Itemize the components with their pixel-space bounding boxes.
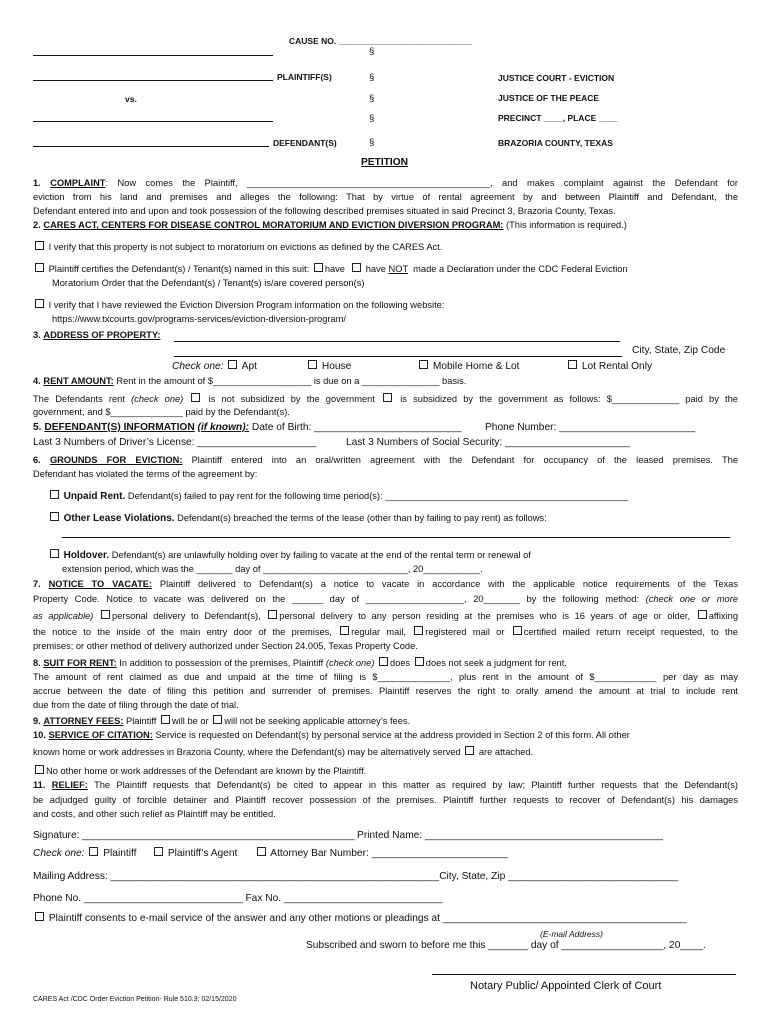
mobile-home-option: Mobile Home & Lot: [417, 360, 519, 372]
section-7-heading: NOTICE TO VACATE:: [48, 579, 153, 589]
cares-opt3-checkbox[interactable]: [35, 299, 44, 308]
cares-option-2-cont: Moratorium Order that the Defendant(s) / Tenant(s) is/are covered person(s): [52, 278, 365, 288]
cause-number: CAUSE NO. ____________________________: [289, 36, 471, 46]
unpaid-rent-option: Unpaid Rent. Defendant(s) failed to pay rent for the following time period(s): _______________________________________________: [48, 490, 628, 502]
plaintiff-role-checkbox[interactable]: [89, 847, 98, 856]
section-7-line-5: premises; or other method of delivery authorized under Section 24.005, Texas Property Code.: [33, 641, 418, 651]
plaintiff-name-line-2[interactable]: [33, 80, 273, 81]
holdover-option: Holdover. Defendant(s) are unlawfully holding over by failing to vacate at the end of the rental term or renewal of: [48, 549, 531, 561]
have-checkbox[interactable]: [314, 263, 323, 272]
section-7-line-3: as applicable) personal delivery to Defendant(s), personal delivery to any person residing at the premises who is 16 years of age or older, affixing: [33, 611, 738, 621]
section-4-header: 4. RENT AMOUNT: Rent in the amount of $___________________ is due on a _______________ basis.: [33, 376, 467, 386]
section-symbol: §: [369, 72, 375, 83]
cares-opt1-checkbox[interactable]: [35, 241, 44, 250]
signer-role-row: Check one: Plaintiff: [33, 848, 137, 859]
mailing-address-field[interactable]: Mailing Address: __________________________________________________________City, State, Zip ______________________________: [33, 871, 679, 882]
section-8-line-3: accrue between the date of filing this petition and surrender of premises. Plaintiff reserves the right to orally amend the amount at trial to include rent: [33, 686, 738, 696]
certified-mail-checkbox[interactable]: [513, 626, 522, 635]
section-symbol: §: [369, 137, 375, 148]
attorney-role-option: Attorney Bar Number: ________________________: [255, 847, 508, 859]
section-8-header: 8. SUIT FOR RENT: In addition to possession of the premises, Plaintiff (check one) does does not seek a judgment for rent.: [33, 658, 567, 668]
section-5-heading: DEFENDANT(S) INFORMATION: [44, 422, 195, 433]
cares-option-3: I verify that I have reviewed the Eviction Diversion Program information on the following website:: [33, 299, 444, 310]
email-consent-checkbox[interactable]: [35, 912, 44, 921]
no-other-addresses-checkbox[interactable]: [35, 765, 44, 774]
court-name: JUSTICE COURT - EVICTION: [498, 73, 615, 83]
affixing-checkbox[interactable]: [698, 610, 707, 619]
defendant-name-line-1[interactable]: [33, 121, 273, 122]
section-1-line-1: 1. COMPLAINT: Now comes the Plaintiff, _______________________________________________, and makes complaint against the Defendant for: [33, 178, 738, 188]
section-6-line-1: 6. GROUNDS FOR EVICTION: Plaintiff entered into an oral/written agreement with the Defendant for occupancy of the leased premises. The: [33, 455, 739, 465]
section-8-line-4: due from the date of filing through the date of trial.: [33, 700, 239, 710]
will-seek-fees-checkbox[interactable]: [161, 715, 170, 724]
section-10-heading: SERVICE OF CITATION:: [48, 730, 153, 740]
house-checkbox[interactable]: [308, 360, 317, 369]
agent-role-checkbox[interactable]: [154, 847, 163, 856]
cares-opt2-checkbox[interactable]: [35, 263, 44, 272]
precinct-place: PRECINCT ____, PLACE ____: [498, 113, 618, 123]
section-8-heading: SUIT FOR RENT:: [43, 658, 117, 668]
unpaid-rent-checkbox[interactable]: [50, 490, 59, 499]
section-5-header: 5. DEFENDANT(S) INFORMATION (if known): Date of Birth: __________________________: [33, 422, 462, 433]
agent-role-option: Plaintiff’s Agent: [152, 847, 237, 859]
phone-fax-field[interactable]: Phone No. ____________________________ Fax No. ____________________________: [33, 893, 443, 904]
section-4-line-3: government, and $______________ paid by the Defendant(s).: [33, 407, 290, 417]
subsidized-checkbox[interactable]: [383, 393, 392, 402]
section-8-line-2: The amount of rent claimed as due and unpaid at the time of filing is $______________, plus rent in the amount of $____________ per day as may: [33, 672, 738, 682]
house-option: House: [306, 360, 351, 372]
form-footer: CARES Act /CDC Order Eviction Petition- Rule 510.3; 02/15/2020: [33, 996, 237, 1003]
city-state-zip-label: City, State, Zip Code: [632, 345, 726, 356]
plaintiff-name-line-1[interactable]: [33, 55, 273, 56]
holdover-checkbox[interactable]: [50, 549, 59, 558]
section-11-line-3: and costs, and other such relief as Plaintiff may be entitled.: [33, 809, 276, 819]
section-symbol: §: [369, 93, 375, 104]
section-symbol: §: [369, 113, 375, 124]
alt-addresses-checkbox[interactable]: [465, 746, 474, 755]
holdover-line-2: extension period, which was the _______ day of ____________________________, 20___________.: [62, 564, 483, 574]
lot-rental-checkbox[interactable]: [568, 360, 577, 369]
section-2-header: 2. CARES ACT, CENTERS FOR DISEASE CONTROL MORATORIUM AND EVICTION DIVERSION PROGRAM: (This information is required.): [33, 220, 627, 230]
property-type-row: Check one: Apt: [172, 361, 257, 372]
section-7-line-1: 7. NOTICE TO VACATE: Plaintiff delivered to Defendant(s) a notice to vacate in accordance with the applicable notice requirements of the Texas: [33, 579, 738, 589]
resident-delivery-checkbox[interactable]: [268, 610, 277, 619]
other-violations-checkbox[interactable]: [50, 512, 59, 521]
have-not-checkbox[interactable]: [352, 263, 361, 272]
defendant-label: DEFENDANT(S): [273, 138, 337, 148]
section-6-line-2: Defendant has violated the terms of the agreement by:: [33, 469, 258, 479]
defendant-ssn: Last 3 Numbers of Social Security: ______________________: [346, 437, 630, 448]
section-11-line-2: be adjudged guilty of forcible detainer and Plaintiff recover possession of the premises. Plaintiff further requests to recover of Defendant(s) his damages: [33, 795, 738, 805]
plaintiff-label: PLAINTIFF(S): [277, 72, 332, 82]
email-consent-row: Plaintiff consents to e-mail service of the answer and any other motions or pleadings at ___________________________________________: [33, 912, 686, 924]
page-title: PETITION: [361, 157, 408, 168]
not-subsidized-checkbox[interactable]: [191, 393, 200, 402]
does-not-checkbox[interactable]: [415, 657, 424, 666]
notary-signature-line[interactable]: [432, 974, 736, 975]
registered-mail-checkbox[interactable]: [414, 626, 423, 635]
apt-checkbox[interactable]: [228, 360, 237, 369]
section-3-header: 3. ADDRESS OF PROPERTY:: [33, 330, 161, 340]
defendant-name-line-2[interactable]: [33, 146, 269, 147]
bar-number-field[interactable]: Bar Number: ________________________: [311, 848, 508, 859]
section-4-line-2: The Defendants rent (check one) is not subsidized by the government is subsidized by the government as follows: $_____________ paid by the: [33, 394, 738, 404]
defendant-drivers-license: Last 3 Numbers of Driver’s License: _____________________: [33, 437, 317, 448]
property-city-line[interactable]: [174, 356, 622, 357]
section-11-heading: RELIEF:: [51, 780, 88, 790]
email-address-label: (E-mail Address): [540, 929, 603, 939]
personal-delivery-checkbox[interactable]: [101, 610, 110, 619]
section-7-line-2: Property Code. Notice to vacate was delivered on the ______ day of ___________________, 20_______ by the following method: (check one or more: [33, 594, 738, 604]
defendant-phone: Phone Number: ________________________: [485, 422, 696, 433]
section-10-line-2: known home or work addresses in Brazoria County, where the Defendant(s) may be alternatively served are attached.: [33, 747, 534, 757]
versus-label: vs.: [125, 94, 137, 104]
section-6-heading: GROUNDS FOR EVICTION:: [49, 455, 183, 465]
does-checkbox[interactable]: [379, 657, 388, 666]
section-10-header: 10. SERVICE OF CITATION: Service is requested on Defendant(s) by personal service at the address provided in Section 2 of this form. All other: [33, 730, 630, 740]
property-address-line[interactable]: [174, 341, 620, 342]
section-11-line-1: 11. RELIEF: The Plaintiff requests that Defendant(s) be cited to appear in this matter as required by law; Plaintiff further requests that the Defendant(s): [33, 780, 738, 790]
justice-of-peace: JUSTICE OF THE PEACE: [498, 93, 600, 103]
mobile-home-checkbox[interactable]: [419, 360, 428, 369]
sworn-statement: Subscribed and sworn to before me this _______ day of __________________, 20____.: [306, 940, 706, 951]
attorney-role-checkbox[interactable]: [257, 847, 266, 856]
cares-option-1: I verify that this property is not subject to moratorium on evictions as defined by the CARES Act.: [33, 241, 442, 252]
section-2-heading: CARES ACT, CENTERS FOR DISEASE CONTROL MORATORIUM AND EVICTION DIVERSION PROGRAM:: [43, 220, 504, 230]
section-9-heading: ATTORNEY FEES:: [43, 716, 124, 726]
will-not-seek-fees-checkbox[interactable]: [213, 715, 222, 724]
section-1-line-3: Defendant entered into and upon and took possession of the following described premises situated in said Precinct 3, Brazoria County, Texas.: [33, 206, 616, 216]
section-3-heading: ADDRESS OF PROPERTY:: [43, 330, 161, 340]
section-10-line-3: No other home or work addresses of the Defendant are known by the Plaintiff.: [33, 765, 366, 776]
regular-mail-checkbox[interactable]: [340, 626, 349, 635]
section-1-heading: COMPLAINT: [50, 178, 106, 188]
violations-line[interactable]: [62, 537, 730, 538]
section-1-line-2: eviction from his land and premises and alleges the following: That by virtue of rental agreement by and between Plaintiff and Defendant, the: [33, 192, 738, 202]
signature-line[interactable]: Signature: ________________________________________________ Printed Name: __________________________________________: [33, 830, 663, 841]
cares-option-2: Plaintiff certifies the Defendant(s) / Tenant(s) named in this suit: have have NOT made a Declaration under the CDC Federal Eviction: [33, 263, 628, 274]
section-7-line-4: the notice to the inside of the main entry door of the premises, regular mail, registered mail or certified mailed return receipt requested, to the: [33, 627, 738, 637]
other-violations-option: Other Lease Violations. Defendant(s) breached the terms of the lease (other than by failing to pay rent) as follows:: [48, 512, 547, 524]
eviction-diversion-url[interactable]: https://www.txcourts.gov/programs-services/eviction-diversion-program/: [52, 314, 346, 324]
notary-label: Notary Public/ Appointed Clerk of Court: [470, 980, 662, 992]
county-name: BRAZORIA COUNTY, TEXAS: [498, 138, 613, 148]
section-4-heading: RENT AMOUNT:: [43, 376, 114, 386]
section-symbol: §: [369, 46, 375, 57]
lot-rental-option: Lot Rental Only: [566, 360, 652, 372]
section-9-line: 9. ATTORNEY FEES: Plaintiff will be or will not be seeking applicable attorney’s fees.: [33, 716, 411, 726]
